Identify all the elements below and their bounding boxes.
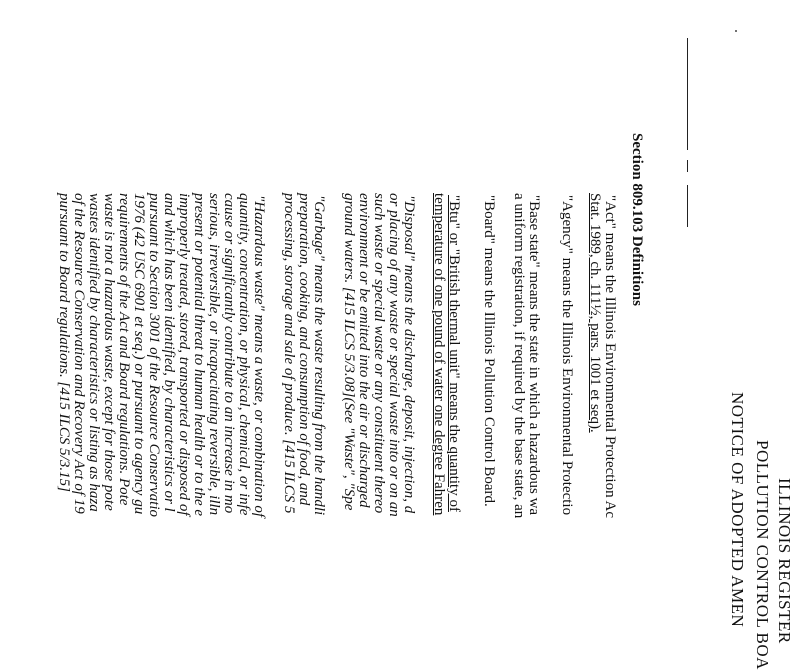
- definition-garbage-line3: processing, storage and sale of produce. [415 ILCS 5: [281, 193, 297, 514]
- definition-disposal: "Disposal" means the discharge, deposit, injection, d: [401, 195, 417, 514]
- definition-act: "Act" means the Illinois Environmental Protection Ac: [602, 195, 618, 519]
- header-rule-3: [687, 185, 688, 227]
- definition-hazardous-waste-line6: improperly treated, stored, transported or disposed of: [176, 193, 192, 516]
- definition-disposal-line2: or placing of any waste or special waste into or on an: [386, 193, 402, 517]
- definition-hazardous-waste-line8: pursuant to Section 3001 of the Resource Conservatio: [146, 193, 162, 517]
- definition-hazardous-waste-line10: requirements of the Act and Board regulations. Pote: [116, 193, 132, 506]
- header-rule-1: [687, 38, 688, 150]
- register-title: ILLINOIS REGISTER: [775, 478, 794, 644]
- definition-disposal-line3: such waste or special waste or any constituent thereo: [371, 193, 387, 514]
- definition-hazardous-waste-line14: pursuant to Board regulations. [415 ILCS 5/3.15]: [56, 193, 72, 492]
- definition-hazardous-waste-line3: cause or significantly contribute to an increase in mo: [221, 193, 237, 514]
- definition-hazardous-waste-line12: wastes identified by characteristics or listing as haza: [86, 193, 102, 512]
- definition-garbage: "Garbage" means the waste resulting from the handli: [311, 195, 327, 516]
- definition-hazardous-waste-line2: quantity, concentration, or physical, chemical, or infe: [236, 193, 252, 516]
- definition-hazardous-waste-line11: waste is not a hazardous waste, except for those pote: [101, 193, 117, 511]
- header-rule-2: [687, 160, 688, 172]
- definition-board: "Board" means the Illinois Pollution Control Board.: [481, 195, 497, 507]
- definition-btu-line2: temperature of one pound of water one degree Fahren: [431, 193, 447, 516]
- definition-hazardous-waste: "Hazardous waste" means a waste, or combination of: [251, 195, 267, 518]
- board-title: POLLUTION CONTROL BOA: [753, 440, 772, 670]
- section-title: Section 809.103 Definitions: [629, 133, 645, 306]
- definition-hazardous-waste-line4: serious, irreversible, or incapacitating reversible, illn: [206, 193, 222, 516]
- definition-base-state-line2: a uniform registration, if required by the base state, an: [511, 193, 527, 519]
- definition-disposal-line5: ground waters. [415 ILCS 5/3.08](See "Waste", "Spe: [341, 193, 357, 511]
- definition-garbage-line2: preparation, cooking, and consumption of food, and: [296, 193, 312, 506]
- definition-agency: "Agency" means the Illinois Environmental Protectio: [559, 195, 575, 516]
- definition-act-line2: Stat. 1989, ch. 111½, pars. 1001 et seq).: [587, 193, 603, 433]
- definition-hazardous-waste-line9: 1976 (42 USC 6901 et seq.) or pursuant to agency gu: [131, 193, 147, 515]
- definition-hazardous-waste-line7: and which has been identified, by characteristics or l: [161, 193, 177, 512]
- definition-btu: "Btu" or "British thermal unit" means the quantity of: [446, 195, 462, 512]
- definition-hazardous-waste-line13: of the Resource Conservation and Recovery Act of 19: [71, 193, 87, 514]
- definition-disposal-line4: environment or be emitted into the air or discharged: [356, 193, 372, 508]
- definition-base-state: "Base state" means the state in which a hazardous wa: [526, 195, 542, 516]
- definition-hazardous-waste-line5: present or potential threat to human health or to the e: [191, 193, 207, 517]
- notice-title: NOTICE OF ADOPTED AMEN: [728, 392, 747, 628]
- scan-speck: [735, 30, 737, 32]
